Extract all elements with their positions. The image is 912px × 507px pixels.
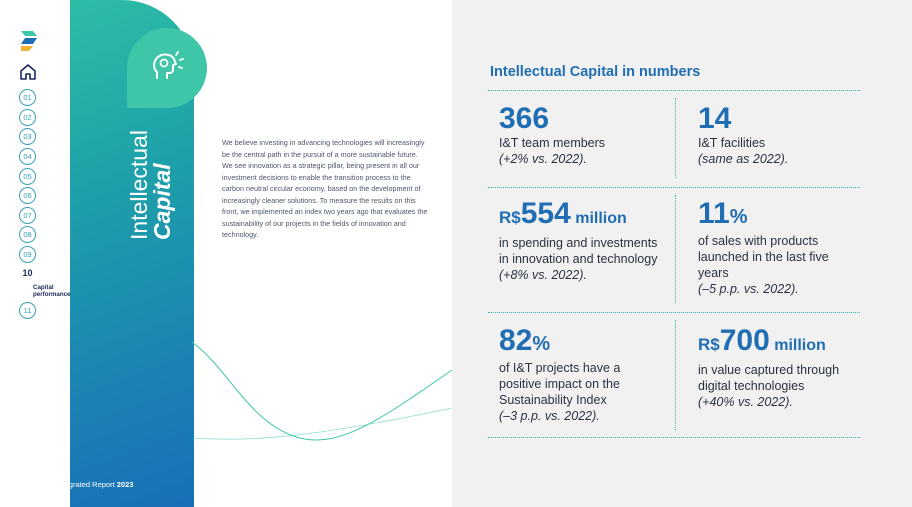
stat-change: (+8% vs. 2022). — [499, 268, 587, 282]
report-name: Integrated Report — [56, 480, 115, 489]
stat-description: of sales with products launched in the last five years — [698, 234, 829, 280]
section-icon-badge — [127, 28, 207, 108]
section-title — [128, 130, 174, 240]
report-year: 2023 — [116, 480, 134, 489]
nav-item-08[interactable]: 08 — [19, 226, 36, 243]
page-footer — [30, 480, 133, 489]
stat-change: (–5 p.p. vs. 2022). — [698, 282, 799, 296]
divider — [488, 90, 860, 91]
divider — [675, 98, 676, 178]
divider — [675, 320, 676, 430]
stat-value: 366 — [499, 102, 550, 135]
divider — [488, 312, 860, 313]
idea-head-icon — [149, 48, 187, 86]
section-title-bold: Capital — [149, 163, 175, 240]
stat-facilities — [698, 103, 858, 167]
nav-rail — [0, 0, 70, 507]
divider — [675, 195, 676, 303]
brand-logo-icon — [19, 30, 39, 52]
section-title-light: Intellectual — [126, 130, 152, 240]
stat-sales-new-products — [698, 198, 858, 297]
home-icon[interactable] — [19, 63, 37, 81]
stat-value: R$700 million — [698, 324, 826, 357]
stat-digital-value — [698, 325, 860, 410]
stat-description: in spending and investments in innovation and technology — [499, 236, 658, 266]
stat-change: (+2% vs. 2022). — [499, 152, 587, 166]
nav-item-07[interactable]: 07 — [19, 207, 36, 224]
stat-team-members — [499, 103, 664, 167]
nav-item-11[interactable]: 11 — [19, 302, 36, 319]
nav-item-09[interactable]: 09 — [19, 246, 36, 263]
stat-description: in value captured through digital technologies — [698, 363, 840, 393]
page-number: 92 — [30, 480, 39, 489]
stat-spending — [499, 198, 664, 283]
nav-item-01[interactable]: 01 — [19, 89, 36, 106]
divider — [488, 437, 860, 438]
nav-item-03[interactable]: 03 — [19, 128, 36, 145]
nav-item-02[interactable]: 02 — [19, 109, 36, 126]
intro-paragraph: We believe investing in advancing technologies will increasingly be the central path in the pursuit of a more sustainable future. We see innovation as a strategic pillar, being present in all our investment decisions to enable the transition process to the carbon neutral circular economy, based on the development of increasingly cleaner solutions. To measure the results on this front, we implemented an index two years ago that evaluates the sustainability of our projects in the fields of innovation and technology. — [222, 138, 428, 239]
stat-value: R$554 million — [499, 197, 627, 230]
stat-description: I&T team members — [499, 136, 606, 150]
stat-change: (+40% vs. 2022). — [698, 395, 793, 409]
nav-item-10[interactable]: 10 — [19, 264, 36, 281]
nav-item-04[interactable]: 04 — [19, 148, 36, 165]
nav-item-05[interactable]: 05 — [19, 168, 36, 185]
stat-value: 14 — [698, 102, 732, 135]
stat-value: 82% — [499, 324, 551, 357]
stat-change: (–3 p.p. vs. 2022). — [499, 409, 600, 423]
nav-sub-label[interactable]: Capital performance — [33, 284, 71, 299]
panel-title: Intellectual Capital in numbers — [490, 64, 701, 80]
decorative-wave — [190, 330, 452, 445]
divider — [488, 187, 860, 188]
stat-positive-projects — [499, 325, 664, 424]
stat-value: 11% — [698, 197, 748, 230]
stat-change: (same as 2022). — [698, 152, 789, 166]
footer-separator: | — [46, 480, 49, 489]
stat-description: I&T facilities — [698, 136, 766, 150]
stat-description: of I&T projects have a positive impact on the Sustainability Index — [499, 361, 621, 407]
nav-item-06[interactable]: 06 — [19, 187, 36, 204]
